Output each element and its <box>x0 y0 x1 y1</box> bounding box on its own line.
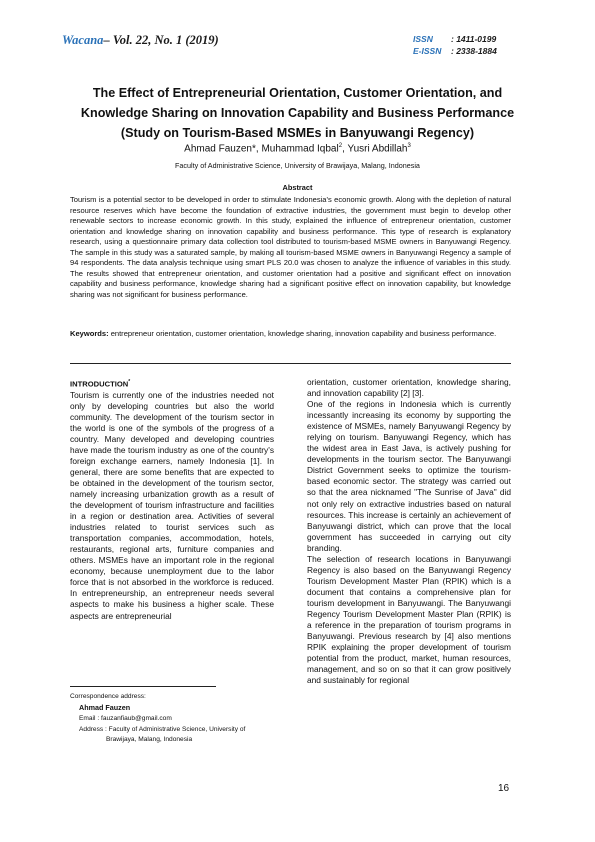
issn-value: : 1411-0199 <box>451 34 497 44</box>
author-mark: 3 <box>407 143 411 149</box>
body-column-right <box>307 377 511 686</box>
author-name: Yusri Abdillah <box>347 143 408 155</box>
keywords <box>70 329 511 340</box>
page-number: 16 <box>498 783 510 794</box>
footnote-label: Correspondence address: <box>70 693 146 700</box>
section-heading <box>70 377 274 390</box>
section-divider <box>70 363 511 364</box>
keywords-text: entrepreneur orientation, customer orientation, knowledge sharing, innovation capability and business performance. <box>108 329 497 338</box>
journal-header <box>62 33 219 48</box>
abstract-heading: Abstract <box>282 183 313 192</box>
section-heading-text: INTRODUCTION <box>70 379 129 389</box>
abstract-text: Tourism is a potential sector to be developed in order to stimulate Indonesia's economic growth. Along with the depletion of natural resource reserves which have become the foundation of extractive industries, the government must begin to develop other renewable sectors to increase economic growth. In this study, explained the influence of entrepreneur orientation, customer orientation and knowledge sharing on innovation capability and business performance. This type of research is explanatory research, using a questionnaire primary data collection tool distributed to tourism-based MSME owners in Banyuwangi Regency. The sample in this study was a saturated sample, by making all tourism-based MSME owners in Banyuwangi Regency a sample of 94 respondents. The data analysis technique using smart PLS 20.0 was chosen to analyze the influence of variables in this study. The results showed that entrepreneur orientation, and customer orientation had a positive and significant effect on innovation capability and business performance, knowledge sharing had a significant positive effect on innovation capability, but knowledge sharing was not significant for business performance. <box>70 195 511 299</box>
title-line: (Study on Tourism-Based MSMEs in Banyuwangi Regency) <box>120 125 475 140</box>
footnote-address <box>79 725 269 744</box>
footnote-author-name: Ahmad Fauzen <box>79 703 131 712</box>
eissn-value: : 2338-1884 <box>451 46 497 56</box>
journal-volume: – Vol. 22, No. 1 (2019) <box>103 33 219 47</box>
address-line: Address : Faculty of Administrative Science, University of <box>79 726 246 733</box>
article-title <box>62 84 533 143</box>
address-line: Brawijaya, Malang, Indonesia <box>106 735 193 743</box>
author-mark: 2 <box>338 143 343 149</box>
title-line: The Effect of Entrepreneurial Orientation, Customer Orientation, and <box>92 86 503 100</box>
keywords-label: Keywords: <box>70 329 109 338</box>
issn-label: ISSN <box>413 34 433 44</box>
author-name: Ahmad Fauzen <box>184 143 252 155</box>
author-name: Muhammad Iqbal <box>261 143 339 155</box>
paragraph: orientation, customer orientation, knowledge sharing, and innovation capability [2] [3]. <box>307 377 511 399</box>
footnote-divider <box>70 686 216 687</box>
author-mark: * <box>251 143 256 155</box>
affiliation: Faculty of Administrative Science, University of Brawijaya, Malang, Indonesia <box>175 161 420 170</box>
paragraph: Tourism is currently one of the industries needed not only by developing countries but also the world community. The development of the tourism sector in the world is one of the symbols of the progress of a country. Many developed and developing countries have made the tourism industry as one of the country's foreign exchange earners, namely Indonesia [1]. In general, there are some benefits that are expected to be obtained in the development of the tourism sector, namely increasing urbanization growth as a result of the development of tourism infrastructure and facilities in a region or destination area. Activities of several industries related to tourist services such as transportation companies, accommodation, hotels, restaurants, regional arts, furniture companies and others. MSMEs have an important role in the regional economy, because unemployment due to the labor force that is not absorbed in the workforce is reduced. In entrepreneurship, an entrepreneur needs several aspects to make his business a higher scale. These aspects are entrepreneurial <box>70 389 274 621</box>
paragraph: The selection of research locations in Banyuwangi Regency is also based on the Banyuwangi Regency Tourism Development Master Plan (RPIK) which is a document that contains a comprehensive plan for tourism development in Banyuwangi. The Banyuwangi Regency Tourism Development Master Plan (RPIK) is a reference in the preparation of tourism programs in Banyuwangi. Previous research by [4] also mentions RPIK explaining the proper development of tourism potential from the product, market, human resources, management, and so on so that it can grow positively and sustainably for regional <box>307 553 511 686</box>
footnote-email: Email : fauzanfiaub@gmail.com <box>79 715 172 722</box>
paragraph: One of the regions in Indonesia which is currently incessantly increasing its economy by supporting the existence of MSMEs, namely Banyuwangi Regency by relying on tourism. Banyuwangi Regency, which has the widest area in East Java, is actively pushing for developments in the tourism sector. The Banyuwangi District Government seeks to optimize the tourism-based economic sector. The strategy was carried out so that the area nicknamed "The Sunrise of Java" did not only rely on extractive industries based on natural resources. This increase is certainly an achievement of Banyuwangi district, which can prove that the local government has succeeded in carrying out city branding. <box>307 399 511 553</box>
issn-block <box>413 33 497 57</box>
footnote-mark: * <box>128 379 131 385</box>
eissn-label: E-ISSN <box>413 46 442 56</box>
journal-name: Wacana <box>62 33 104 47</box>
body-column-left <box>70 377 274 622</box>
title-line: Knowledge Sharing on Innovation Capability and Business Performance <box>80 105 515 120</box>
author-list: Ahmad Fauzen*, Muhammad Iqbal$^2$, Yusri Abdillah$^3$ <box>184 143 411 155</box>
